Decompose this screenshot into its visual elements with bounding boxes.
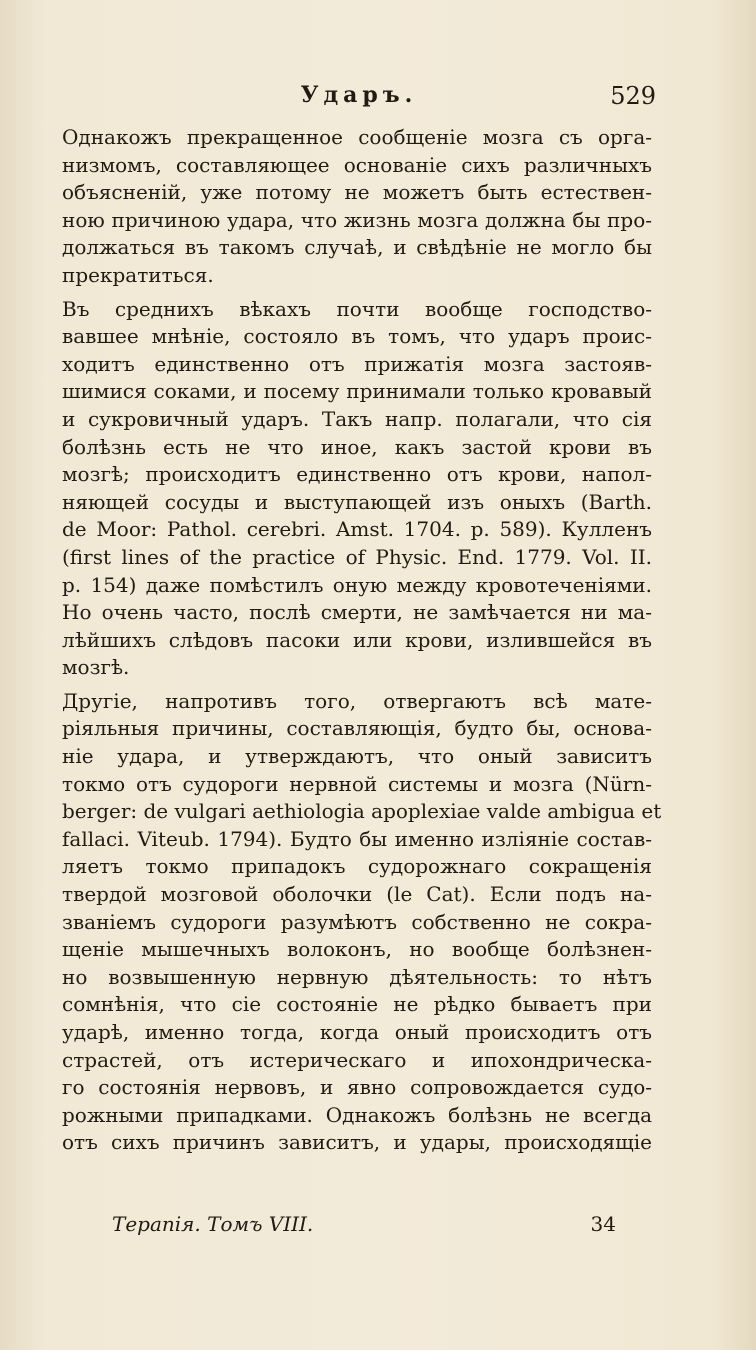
text-line: объясненій, уже потому не можетъ быть естествен- bbox=[62, 180, 652, 205]
text-line: и сукровичный ударъ. Такъ напр. полагали, что сія bbox=[62, 406, 652, 431]
text-line: лѣйшихъ слѣдовъ пасоки или крови, излившейся въ bbox=[62, 627, 652, 652]
body-text bbox=[62, 124, 662, 1157]
text-line: сомнѣнія, что сіе состояніе не рѣдко бываетъ при bbox=[62, 992, 652, 1017]
text-line: de Moor: Pathol. cerebri. Amst. 1704. p. 589). Кулленъ bbox=[62, 517, 652, 542]
text-line: званіемъ судороги разумѣютъ собственно не сокра- bbox=[62, 909, 652, 934]
text-line: няющей сосуды и выступающей изъ оныхъ (Barth. bbox=[62, 489, 652, 514]
text-line: токмо отъ судороги нервной системы и мозга (Nürn- bbox=[62, 771, 652, 796]
page-footer bbox=[112, 1212, 616, 1242]
text-line: низмомъ, составляющее основаніе сихъ различныхъ bbox=[62, 152, 652, 177]
text-line: отъ сихъ причинъ зависитъ, и удары, происходящіе bbox=[62, 1130, 652, 1155]
text-line: шимися соками, и посему принимали только кровавый bbox=[62, 379, 652, 404]
text-line: вавшее мнѣніе, состояло въ томъ, что ударъ проис- bbox=[62, 324, 652, 349]
text-line: Въ среднихъ вѣкахъ почти вообще господство- bbox=[62, 296, 652, 321]
paragraph-1 bbox=[62, 124, 652, 290]
paragraph-2 bbox=[62, 296, 652, 682]
text-line: мозгѣ. bbox=[62, 655, 130, 680]
text-line: ною причиною удара, что жизнь мозга должна бы про- bbox=[62, 207, 652, 232]
text-line: Однакожъ прекращенное сообщеніе мозга съ орга- bbox=[62, 125, 652, 149]
text-line: твердой мозговой оболочки (le Cat). Если подъ на- bbox=[62, 882, 652, 907]
sheet-number: 34 bbox=[590, 1212, 616, 1236]
text-line: рожными припадками. Однакожъ болѣзнь не всегда bbox=[62, 1102, 652, 1127]
text-line: ляетъ токмо припадокъ судорожнаго сокращенія bbox=[62, 854, 652, 879]
text-line: (first lines of the practice of Physic. End. 1779. Vol. II. bbox=[62, 544, 652, 569]
text-line: ударѣ, именно тогда, когда оный происходитъ отъ bbox=[62, 1020, 652, 1044]
text-line: berger: de vulgari aethiologia apoplexiae valde ambigua et bbox=[62, 799, 662, 824]
text-line: прекратиться. bbox=[62, 262, 214, 287]
text-line: ходитъ единственно отъ прижатія мозга застояв- bbox=[62, 351, 652, 376]
running-head bbox=[62, 82, 656, 116]
volume-signature: Терапія. Томъ VIII. bbox=[112, 1212, 314, 1236]
text-line: мозгѣ; происходитъ единственно отъ крови, напол- bbox=[62, 462, 652, 487]
page-number: 529 bbox=[610, 82, 656, 110]
text-line: должаться въ такомъ случаѣ, и свѣдѣніе не могло бы bbox=[62, 235, 652, 260]
text-line: страстей, отъ истерическаго и ипохондрическа- bbox=[62, 1047, 652, 1072]
text-line: го состоянія нервовъ, и явно сопровождается судо- bbox=[62, 1075, 652, 1100]
text-line: ніе удара, и утверждаютъ, что оный зависитъ bbox=[62, 744, 652, 769]
paragraph-3 bbox=[62, 688, 662, 1157]
text-line: болѣзнь есть не что иное, какъ застой крови въ bbox=[62, 434, 652, 459]
text-line: ріяльныя причины, составляющія, будто бы, основа- bbox=[62, 716, 652, 741]
text-line: но возвышенную нервную дѣятельность: то нѣтъ bbox=[62, 964, 652, 989]
text-line: fallaci. Viteub. 1794). Будто бы именно изліяніе состав- bbox=[62, 826, 652, 851]
text-line: Но очень часто, послѣ смерти, не замѣчается ни ма- bbox=[62, 600, 652, 625]
text-line: Другіе, напротивъ того, отвергаютъ всѣ мате- bbox=[62, 688, 652, 713]
text-line: p. 154) даже помѣстилъ оную между кровотеченіями. bbox=[62, 572, 652, 597]
text-line: щеніе мышечныхъ волоконъ, но вообще болѣзнен- bbox=[62, 937, 652, 962]
running-title: Ударъ. bbox=[300, 82, 418, 108]
